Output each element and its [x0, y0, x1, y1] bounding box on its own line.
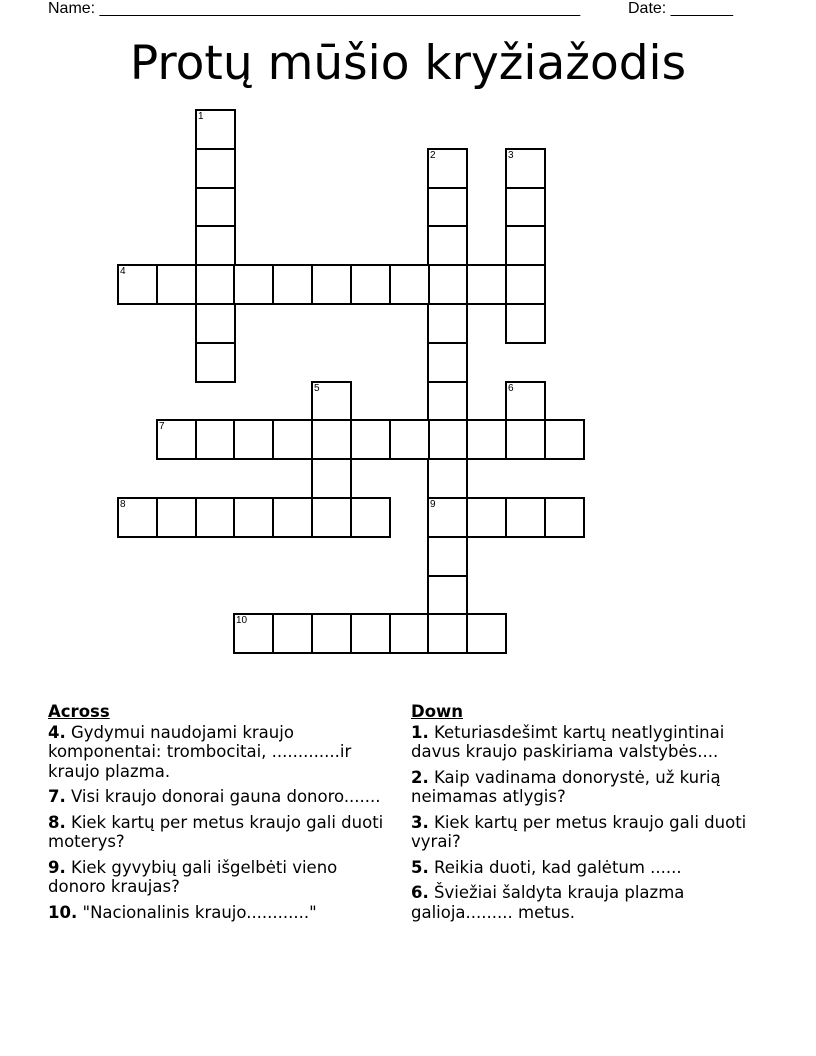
grid-cell[interactable] — [505, 264, 546, 305]
grid-cell[interactable] — [427, 613, 468, 654]
clue-across — [48, 813, 388, 852]
grid-cell[interactable] — [427, 458, 468, 499]
grid-cell[interactable] — [156, 264, 197, 305]
grid-cell[interactable] — [156, 419, 197, 460]
clue-text: "Nacionalinis kraujo............" — [82, 902, 317, 922]
grid-cell[interactable] — [195, 225, 236, 266]
clue-across — [48, 903, 388, 923]
grid-cell[interactable] — [466, 419, 507, 460]
across-clues — [48, 702, 388, 928]
grid-cell[interactable] — [505, 381, 546, 422]
cell-number: 7 — [159, 421, 165, 432]
cell-number: 1 — [198, 111, 204, 122]
clue-number: 8. — [48, 812, 66, 832]
grid-cell[interactable] — [505, 148, 546, 189]
grid-cell[interactable] — [505, 419, 546, 460]
grid-cell[interactable] — [272, 419, 313, 460]
grid-cell[interactable] — [272, 264, 313, 305]
grid-cell[interactable] — [311, 458, 352, 499]
grid-cell[interactable] — [427, 303, 468, 344]
grid-cell[interactable] — [350, 497, 391, 538]
grid-cell[interactable] — [505, 187, 546, 228]
cell-number: 4 — [120, 266, 126, 277]
cell-number: 5 — [314, 383, 320, 394]
grid-cell[interactable] — [544, 419, 585, 460]
grid-cell[interactable] — [195, 303, 236, 344]
grid-cell[interactable] — [350, 419, 391, 460]
clue-text: Kiek kartų per metus kraujo gali duoti moterys? — [48, 812, 384, 851]
grid-cell[interactable] — [427, 381, 468, 422]
clue-text: Keturiasdešimt kartų neatlygintinai davus kraujo paskiriama valstybės.... — [411, 722, 725, 761]
grid-cell[interactable] — [117, 497, 158, 538]
grid-cell[interactable] — [427, 187, 468, 228]
cell-number: 9 — [430, 499, 436, 510]
grid-cell[interactable] — [427, 497, 468, 538]
cell-number: 10 — [236, 615, 248, 626]
grid-cell[interactable] — [233, 419, 274, 460]
clue-text: Kiek gyvybių gali išgelbėti vieno donoro kraujas? — [48, 857, 338, 896]
grid-cell[interactable] — [311, 497, 352, 538]
grid-cell[interactable] — [233, 497, 274, 538]
grid-cell[interactable] — [466, 497, 507, 538]
grid-cell[interactable] — [389, 613, 430, 654]
grid-cell[interactable] — [505, 225, 546, 266]
grid-cell[interactable] — [272, 497, 313, 538]
grid-cell[interactable] — [466, 264, 507, 305]
clue-number: 7. — [48, 787, 66, 806]
grid-cell[interactable] — [195, 264, 236, 305]
clue-down — [411, 813, 776, 852]
clue-text: Gydymui naudojami kraujo komponentai: trombocitai, .............ir kraujo plazma. — [48, 722, 352, 781]
clue-text: Kaip vadinama donorystė, už kurią neimamas atlygis? — [411, 767, 721, 806]
cell-number: 6 — [508, 383, 514, 394]
grid-cell[interactable] — [117, 264, 158, 305]
grid-cell[interactable] — [233, 613, 274, 654]
clue-number: 9. — [48, 857, 66, 877]
clue-number: 5. — [411, 857, 429, 877]
clue-down — [411, 858, 776, 878]
clue-number: 2. — [411, 767, 429, 787]
grid-cell[interactable] — [195, 187, 236, 228]
clue-down — [411, 768, 776, 807]
grid-cell[interactable] — [427, 342, 468, 383]
grid-cell[interactable] — [427, 264, 468, 305]
clue-across — [48, 723, 388, 782]
grid-cell[interactable] — [350, 264, 391, 305]
grid-cell[interactable] — [427, 225, 468, 266]
clue-text: Šviežiai šaldyta krauja plazma galioja......... metus. — [411, 883, 685, 922]
grid-cell[interactable] — [311, 264, 352, 305]
clue-text: Kiek kartų per metus kraujo gali duoti vyrai? — [411, 812, 747, 851]
clue-across — [48, 787, 388, 807]
grid-cell[interactable] — [544, 497, 585, 538]
grid-cell[interactable] — [505, 303, 546, 344]
clue-number: 6. — [411, 883, 429, 902]
grid-cell[interactable] — [389, 419, 430, 460]
clue-number: 1. — [411, 722, 429, 742]
down-clues — [411, 702, 776, 928]
grid-cell[interactable] — [195, 342, 236, 383]
grid-cell[interactable] — [466, 613, 507, 654]
cell-number: 3 — [508, 150, 514, 161]
grid-cell[interactable] — [389, 264, 430, 305]
grid-cell[interactable] — [233, 264, 274, 305]
grid-cell[interactable] — [195, 148, 236, 189]
grid-cell[interactable] — [427, 536, 468, 577]
clue-across — [48, 858, 388, 897]
grid-cell[interactable] — [427, 575, 468, 616]
clue-number: 10. — [48, 902, 78, 922]
grid-cell[interactable] — [156, 497, 197, 538]
grid-cell[interactable] — [311, 381, 352, 422]
grid-cell[interactable] — [350, 613, 391, 654]
clue-number: 3. — [411, 812, 429, 832]
grid-cell[interactable] — [427, 419, 468, 460]
date-field[interactable]: Date: _______ — [628, 0, 733, 17]
clue-text: Visi kraujo donorai gauna donoro....... — [71, 787, 381, 806]
grid-cell[interactable] — [311, 613, 352, 654]
cell-number: 8 — [120, 499, 126, 510]
across-heading: Across — [48, 702, 110, 721]
grid-cell[interactable] — [311, 419, 352, 460]
grid-cell[interactable] — [505, 497, 546, 538]
page-title: Protų mūšio kryžiažodis — [129, 36, 687, 91]
grid-cell[interactable] — [427, 148, 468, 189]
down-heading: Down — [411, 702, 464, 721]
grid-cell[interactable] — [272, 613, 313, 654]
name-field[interactable]: Name: ______________________________________________________ — [48, 0, 581, 17]
grid-cell[interactable] — [195, 419, 236, 460]
clue-down — [411, 883, 776, 922]
clue-text: Reikia duoti, kad galėtum ...... — [434, 857, 682, 877]
grid-cell[interactable] — [195, 497, 236, 538]
cell-number: 2 — [430, 150, 436, 161]
clue-down — [411, 723, 776, 762]
clue-number: 4. — [48, 722, 66, 742]
grid-cell[interactable] — [195, 109, 236, 150]
